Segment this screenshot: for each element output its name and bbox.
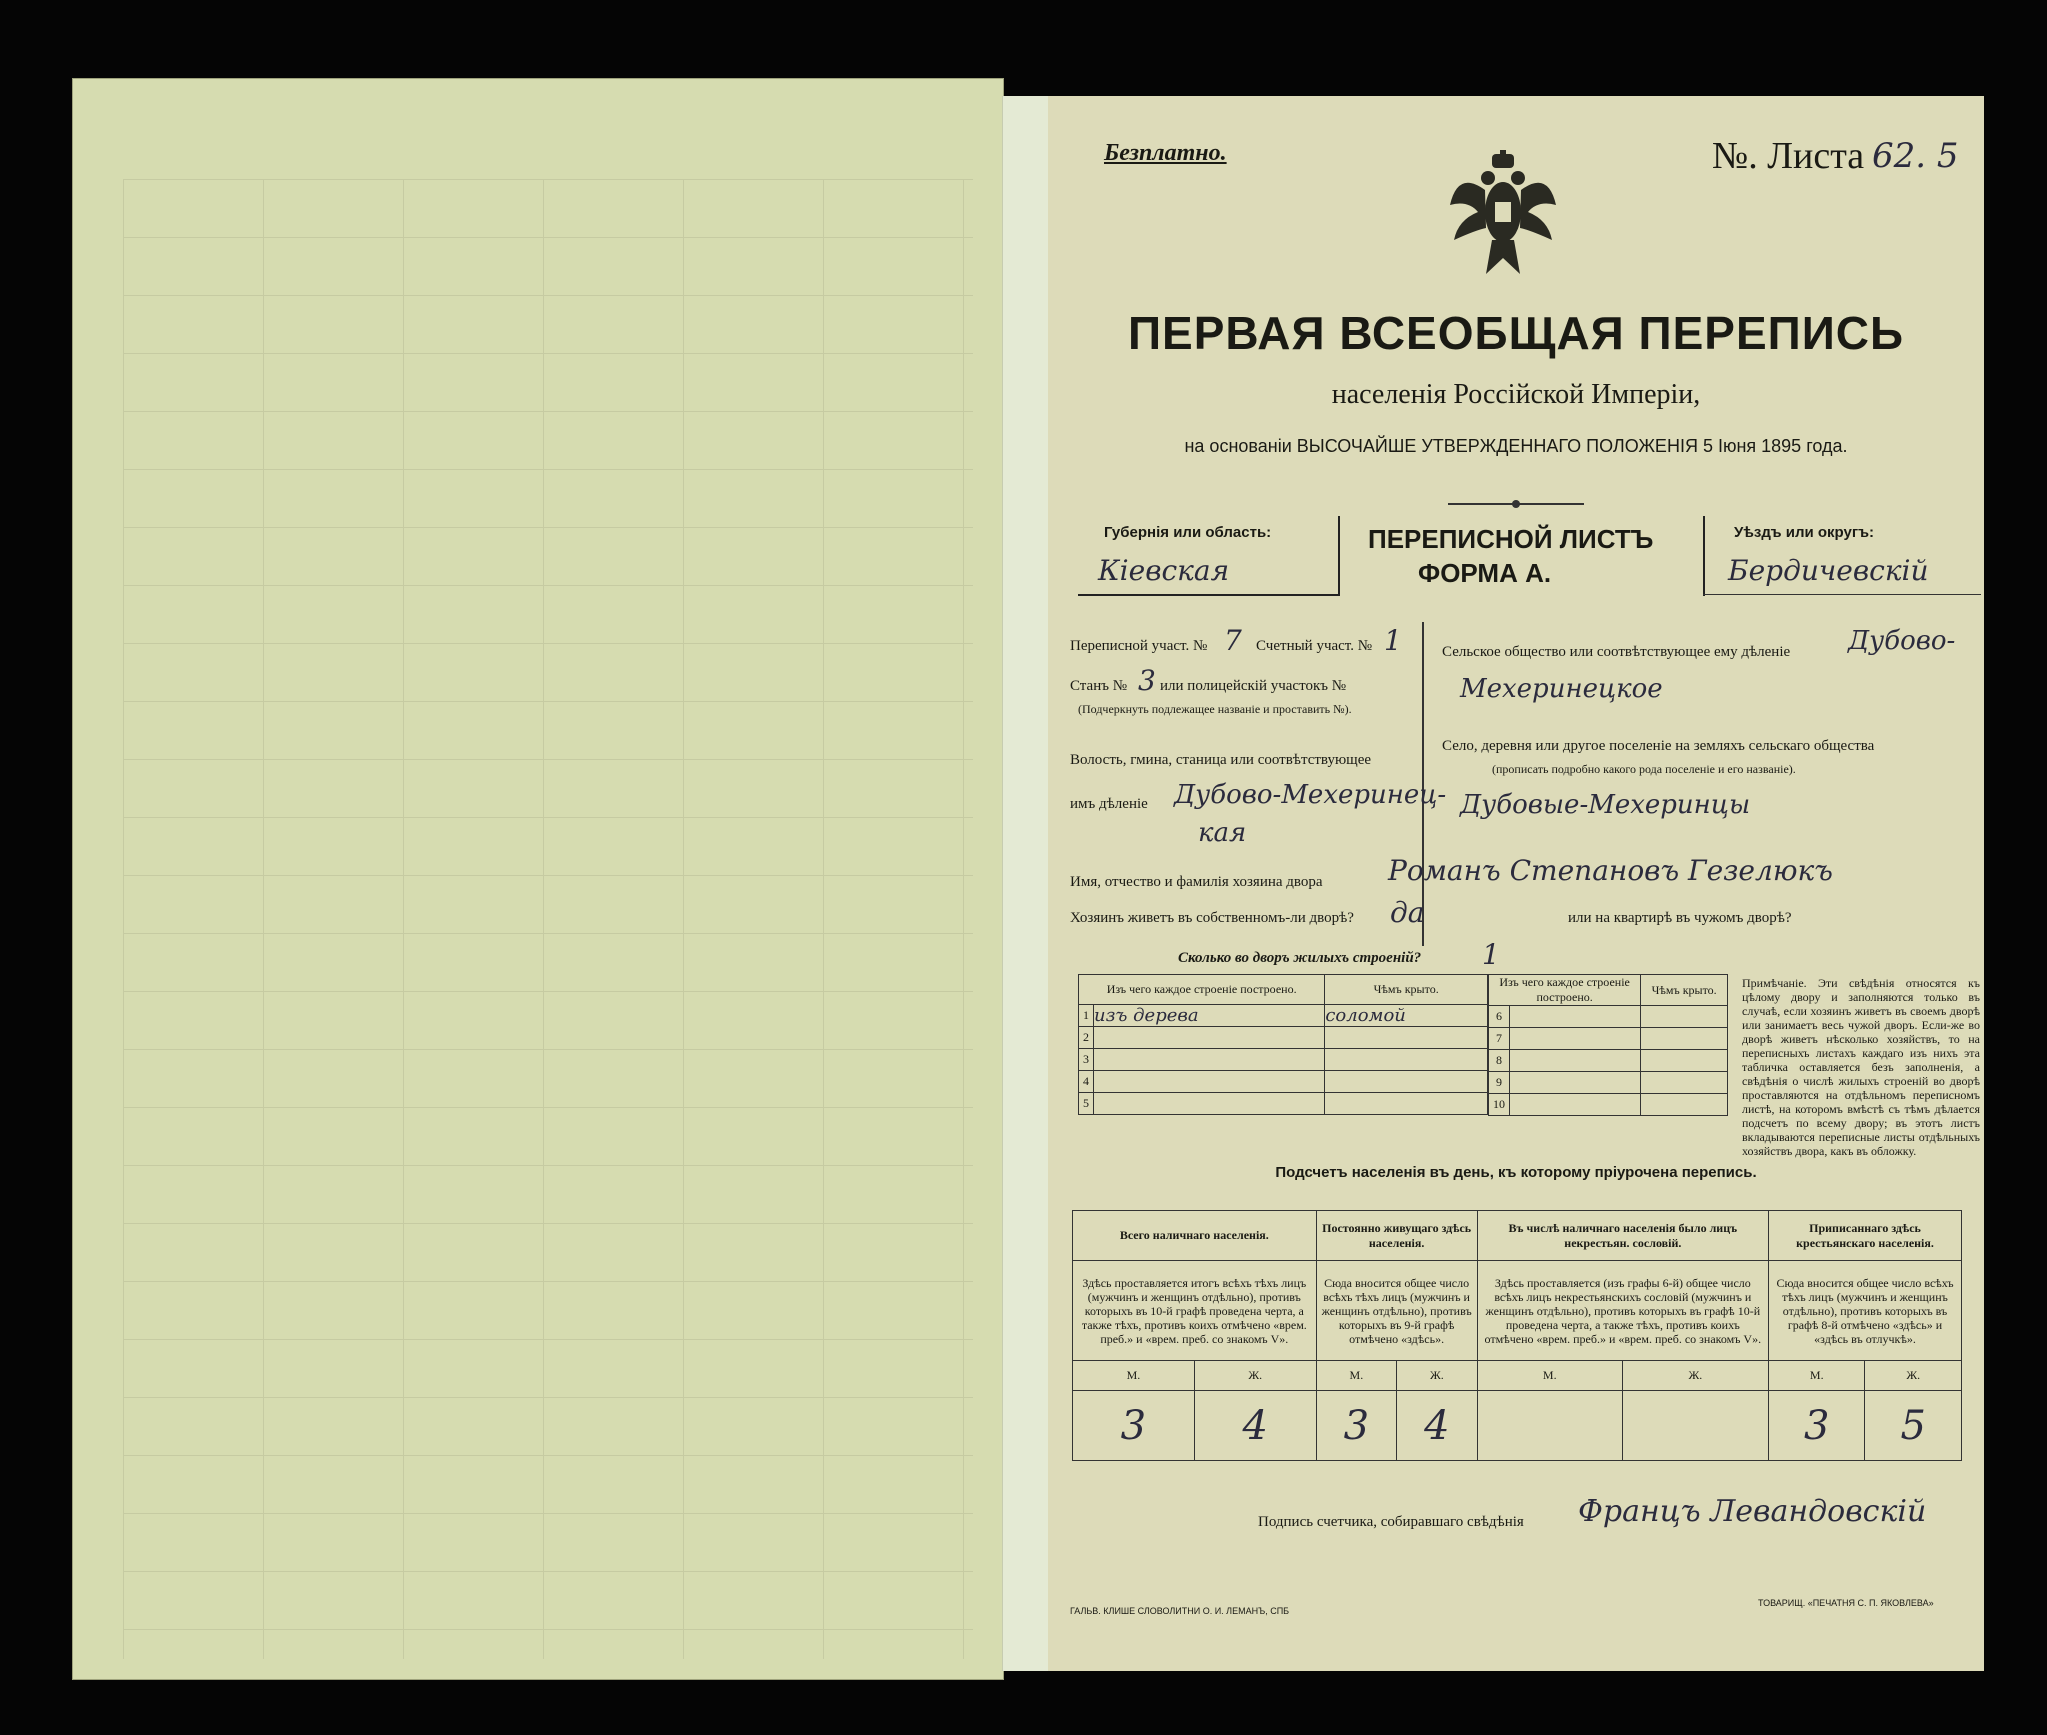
count-value (1477, 1391, 1622, 1461)
roof-cell (1325, 1027, 1488, 1049)
col-desc: Сюда вносится общее число всѣхъ тѣхъ лицъ (мужчинъ и женщинъ отдѣльно), противъ которыхъ въ графѣ 8-й отмѣчено «здѣсь» и «здѣсь въ отлучкѣ». (1769, 1261, 1962, 1361)
stan-rest: или полицейскій участокъ № (1160, 678, 1347, 694)
m-header: М. (1769, 1361, 1865, 1391)
volost-value-2: кая (1198, 818, 1247, 848)
owner-value: Романъ Степановъ Гезелюкъ (1388, 854, 1833, 887)
obshchestvo-label: Сельское общество или соотвѣтствующее ему дѣленіе (1442, 644, 1791, 660)
divider (1338, 516, 1340, 596)
zh-header: Ж. (1622, 1361, 1768, 1391)
form-subtitle: ФОРМА А. (1418, 558, 1552, 588)
col-material: Изъ чего каждое строеніе построено. (1489, 975, 1641, 1006)
col-title: Постоянно живущаго здѣсь населенія. (1316, 1211, 1477, 1261)
volost-label: Волость, гмина, станица или соотвѣтствующее (1070, 752, 1372, 768)
guberniya-label: Губернія или область: (1104, 524, 1272, 541)
schetny-value: 1 (1384, 624, 1402, 657)
census-form-page (1048, 96, 1984, 1671)
uezd-value: Бердичевскій (1728, 554, 1929, 587)
count-heading: Подсчетъ населенія въ день, къ которому пріурочена перепись. (1275, 1164, 1757, 1181)
uezd-label: Уѣздъ или округъ: (1734, 524, 1875, 541)
form-title: ПЕРЕПИСНОЙ ЛИСТЪ (1368, 524, 1654, 554)
col-material: Изъ чего каждое строеніе построено. (1079, 975, 1325, 1005)
divider (1703, 516, 1705, 596)
printer-mark-left: ГАЛЬВ. КЛИШЕ СЛОВОЛИТНИ О. И. ЛЕМАНЪ, СПБ (1070, 1606, 1290, 1616)
sheet-number-value: 62. 5 (1872, 136, 1959, 176)
ornament-divider (1448, 496, 1584, 506)
roof-cell (1325, 1049, 1488, 1071)
left-page (72, 78, 1004, 1680)
count-value: 3 (1769, 1391, 1865, 1461)
col-title: Въ числѣ наличнаго населенія было лицъ некрестьян. сословій. (1477, 1211, 1768, 1261)
row-num: 10 (1489, 1094, 1510, 1116)
material-cell (1094, 1027, 1325, 1049)
printer-mark-right: ТОВАРИЩ. «ПЕЧАТНЯ С. П. ЯКОВЛЕВА» (1758, 1598, 1934, 1608)
double-headed-eagle-emblem (1448, 150, 1558, 280)
volost-label-2: имъ дѣленіе (1070, 796, 1148, 812)
sheet-number-label: №. Листа (1712, 135, 1865, 177)
buildings-label: Сколько во дворъ жилыхъ строеній? (1178, 950, 1422, 966)
row-num: 2 (1079, 1027, 1094, 1049)
material-cell: изъ дерева (1094, 1005, 1325, 1027)
buildings-table-left (1078, 974, 1488, 1115)
material-cell (1094, 1093, 1325, 1115)
lives-alt: или на квартирѣ въ чужомъ дворѣ? (1568, 910, 1792, 926)
schetny-label: Счетный участ. № (1256, 638, 1373, 654)
signature-label: Подпись счетчика, собиравшаго свѣдѣнія (1258, 1514, 1524, 1530)
uchastok-value: 7 (1224, 624, 1242, 657)
selo-label: Село, деревня или другое поселеніе на земляхъ сельскаго общества (1442, 738, 1875, 754)
buildings-value: 1 (1482, 938, 1500, 971)
obshchestvo-value-2: Мехеринецкое (1460, 674, 1663, 704)
lives-label: Хозяинъ живетъ въ собственномъ-ли дворѣ? (1070, 910, 1354, 926)
m-header: М. (1073, 1361, 1195, 1391)
bleed-through-grid (123, 179, 973, 1659)
uchastok-label: Переписной участ. № (1070, 638, 1208, 654)
stan-note: (Подчеркнуть подлежащее названіе и проставить №). (1078, 702, 1352, 716)
uezd-underline (1703, 594, 1981, 595)
count-value: 4 (1194, 1391, 1316, 1461)
col-roof: Чѣмъ крыто. (1641, 975, 1728, 1006)
row-num: 4 (1079, 1071, 1094, 1093)
material-cell (1094, 1071, 1325, 1093)
owner-label: Имя, отчество и фамилія хозяина двора (1070, 874, 1323, 890)
zh-header: Ж. (1194, 1361, 1316, 1391)
zh-header: Ж. (1865, 1361, 1962, 1391)
row-num: 8 (1489, 1050, 1510, 1072)
count-value: 3 (1073, 1391, 1195, 1461)
zh-header: Ж. (1397, 1361, 1478, 1391)
roof-cell (1325, 1071, 1488, 1093)
census-title: ПЕРВАЯ ВСЕОБЩАЯ ПЕРЕПИСЬ (1127, 307, 1905, 359)
guberniya-value: Кіевская (1098, 554, 1230, 587)
col-title: Приписаннаго здѣсь крестьянскаго населенія. (1769, 1211, 1962, 1261)
count-value (1622, 1391, 1768, 1461)
col-title: Всего наличнаго населенія. (1073, 1211, 1317, 1261)
count-value: 5 (1865, 1391, 1962, 1461)
buildings-note: Примѣчаніе. Эти свѣдѣнія относятся къ цѣлому двору и заполняются только въ случаѣ, если хозяинъ живетъ въ своемъ дворѣ или занимаетъ весь чужой дворъ. Если-же во дворѣ живетъ нѣсколько хозяйствъ, то на переписныхъ листахъ каждаго изъ нихъ эта табличка оставляется безъ заполненія, а свѣдѣнія о числѣ жилыхъ строеній во дворѣ проставляются на отдѣльномъ переписномъ листѣ, на которомъ вмѣстѣ съ тѣмъ дѣлается подсчетъ по всему двору; въ этотъ листъ вкладываются переписные листы отдѣльныхъ хозяйствъ двора, какъ въ обложку. (1742, 976, 1980, 1158)
obshchestvo-value-1: Дубово- (1848, 626, 1956, 656)
stan-value: 3 (1138, 664, 1156, 697)
census-basis: на основаніи ВЫСОЧАЙШЕ УТВЕРЖДЕННАГО ПОЛОЖЕНІЯ 5 Іюня 1895 года. (1184, 436, 1848, 456)
roof-cell: соломой (1325, 1005, 1488, 1027)
row-num: 9 (1489, 1072, 1510, 1094)
population-count-table (1072, 1210, 1962, 1461)
m-header: М. (1477, 1361, 1622, 1391)
col-roof: Чѣмъ крыто. (1325, 975, 1488, 1005)
signature-value: Францъ Левандовскій (1578, 1494, 1927, 1529)
count-value: 3 (1316, 1391, 1396, 1461)
roof-cell (1325, 1093, 1488, 1115)
material-cell (1094, 1049, 1325, 1071)
selo-note: (прописать подробно какого рода поселеніе и его названіе). (1492, 762, 1796, 776)
col-desc: Здѣсь проставляется (изъ графы 6-й) общее число всѣхъ лицъ некрестьянскихъ сословій (мужчинъ и женщинъ отдѣльно), противъ которыхъ въ графѣ 10-й проведена черта, а также тѣхъ, противъ коихъ отмѣчено «врем. преб.» и «врем. преб. со знакомъ V». (1477, 1261, 1768, 1361)
row-num: 7 (1489, 1028, 1510, 1050)
selo-value: Дубовые-Мехеринцы (1460, 790, 1751, 820)
census-subtitle: населенія Россійской Имперіи, (1331, 379, 1701, 410)
binding-strip (1002, 96, 1049, 1671)
buildings-table-right (1488, 974, 1728, 1116)
col-desc: Сюда вносится общее число всѣхъ тѣхъ лицъ (мужчинъ и женщинъ отдѣльно), противъ которыхъ въ 9-й графѣ отмѣчено «здѣсь». (1316, 1261, 1477, 1361)
count-value: 4 (1397, 1391, 1478, 1461)
stan-label: Станъ № (1070, 678, 1128, 694)
lives-value: да (1390, 896, 1425, 929)
free-label: Безплатно. (1104, 140, 1227, 166)
row-num: 3 (1079, 1049, 1094, 1071)
row-num: 6 (1489, 1006, 1510, 1028)
col-desc: Здѣсь проставляется итогъ всѣхъ тѣхъ лицъ (мужчинъ и женщинъ отдѣльно), противъ которыхъ въ 10-й графѣ проведена черта, а также тѣхъ, противъ коихъ отмѣчено «врем. преб.» и «врем. преб. со знакомъ V». (1073, 1261, 1317, 1361)
row-num: 5 (1079, 1093, 1094, 1115)
row-num: 1 (1079, 1005, 1094, 1027)
volost-value-1: Дубово-Мехеринец- (1174, 780, 1447, 810)
m-header: М. (1316, 1361, 1396, 1391)
